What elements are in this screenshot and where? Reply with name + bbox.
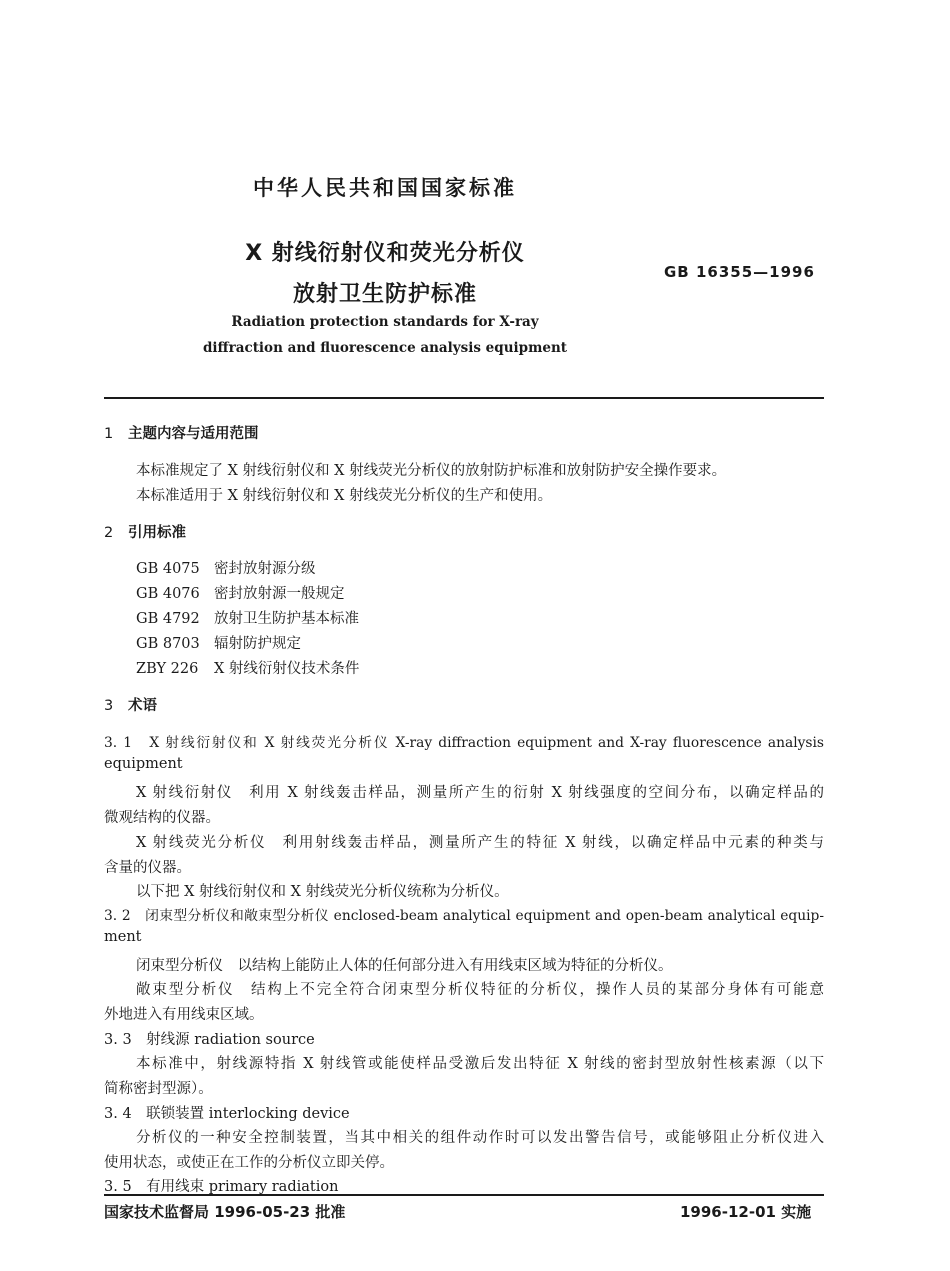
document-title-line2: 放射卫生防护标准 (292, 282, 477, 307)
term-3-1-xrf-definition: X 射线荧光分析仪 利用射线轰击样品，测量所产生的特征 X 射线，以确定样品中元素的种类与 (136, 835, 824, 851)
term-3-1-heading: 3. 1 X 射线衍射仪和 X 射线荧光分析仪 X-ray diffraction equipment and X-ray fluorescence analysis (104, 735, 824, 751)
section-title: 主题内容与适用范围 (128, 426, 259, 442)
term-3-3-heading: 3. 3 射线源 radiation source (104, 1032, 315, 1048)
term-3-5-heading: 3. 5 有用线束 primary radiation (104, 1179, 339, 1195)
footer-divider (104, 1194, 824, 1196)
section-1-paragraph-2: 本标准适用于 X 射线衍射仪和 X 射线荧光分析仪的生产和使用。 (136, 488, 553, 504)
term-3-1-heading-cont: equipment (104, 756, 183, 772)
header-divider (104, 397, 824, 399)
reference-title: 密封放射源一般规定 (214, 586, 345, 602)
standard-number: GB 16355—1996 (664, 263, 815, 281)
english-title-line2: diffraction and fluorescence analysis equipment (202, 340, 568, 356)
reference-title: 放射卫生防护基本标准 (214, 611, 359, 627)
term-3-4-definition-cont: 使用状态，或使正在工作的分析仪立即关停。 (104, 1155, 394, 1171)
reference-item (136, 607, 359, 628)
reference-title: 密封放射源分级 (214, 561, 316, 577)
section-number: 3 (104, 698, 114, 714)
section-number: 2 (104, 525, 114, 541)
document-title-line1: X 射线衍射仪和荧光分析仪 (245, 241, 525, 266)
english-title-line1: Radiation protection standards for X-ray (231, 314, 539, 330)
term-3-4-definition: 分析仪的一种安全控制装置，当其中相关的组件动作时可以发出警告信号，或能够阻止分析仪进入 (136, 1130, 824, 1146)
reference-title: X 射线衍射仪技术条件 (214, 661, 360, 677)
effective-date: 1996-12-01 实施 (680, 1203, 812, 1221)
term-3-2-open-definition: 敞束型分析仪 结构上不完全符合闭束型分析仪特征的分析仪，操作人员的某部分身体有可能意 (136, 982, 824, 998)
header-organization: 中华人民共和国国家标准 (253, 176, 517, 200)
reference-item (136, 582, 345, 603)
term-3-2-heading-cont: ment (104, 929, 142, 945)
section-1-paragraph-1: 本标准规定了 X 射线衍射仪和 X 射线荧光分析仪的放射防护标准和放射防护安全操作要求。 (136, 463, 727, 479)
term-3-3-definition: 本标准中，射线源特指 X 射线管或能使样品受激后发出特征 X 射线的密封型放射性核素源（以下 (136, 1056, 824, 1072)
section-number: 1 (104, 426, 114, 442)
term-3-1-xrd-definition-cont: 微观结构的仪器。 (104, 810, 220, 826)
section-1-heading (104, 422, 259, 443)
term-3-1-xrd-definition: X 射线衍射仪 利用 X 射线轰击样品，测量所产生的衍射 X 射线强度的空间分布，以确定样品的 (136, 785, 824, 801)
term-3-2-enclosed-definition: 闭束型分析仪 以结构上能防止人体的任何部分进入有用线束区域为特征的分析仪。 (136, 958, 673, 974)
term-3-2-heading: 3. 2 闭束型分析仪和敞束型分析仪 enclosed-beam analytical equipment and open-beam analytical equip- (104, 908, 824, 924)
term-3-3-definition-cont: 简称密封型源）。 (104, 1081, 213, 1097)
approval-note: 国家技术监督局 1996-05-23 批准 (104, 1203, 346, 1221)
reference-code: GB 4792 (136, 611, 200, 627)
reference-code: GB 4075 (136, 561, 200, 577)
term-3-2-open-definition-cont: 外地进入有用线束区域。 (104, 1007, 264, 1023)
section-2-heading (104, 521, 186, 542)
section-title: 引用标准 (128, 525, 186, 541)
reference-code: ZBY 226 (136, 661, 199, 677)
term-3-4-heading: 3. 4 联锁装置 interlocking device (104, 1106, 350, 1122)
reference-code: GB 4076 (136, 586, 200, 602)
reference-code: GB 8703 (136, 636, 200, 652)
section-3-heading (104, 694, 157, 715)
reference-item (136, 657, 359, 678)
section-title: 术语 (128, 698, 157, 714)
term-3-1-xrf-definition-cont: 含量的仪器。 (104, 860, 191, 876)
term-3-1-note: 以下把 X 射线衍射仪和 X 射线荧光分析仪统称为分析仪。 (136, 884, 509, 900)
reference-item (136, 632, 301, 653)
reference-title: 辐射防护规定 (214, 636, 301, 652)
reference-item (136, 557, 316, 578)
